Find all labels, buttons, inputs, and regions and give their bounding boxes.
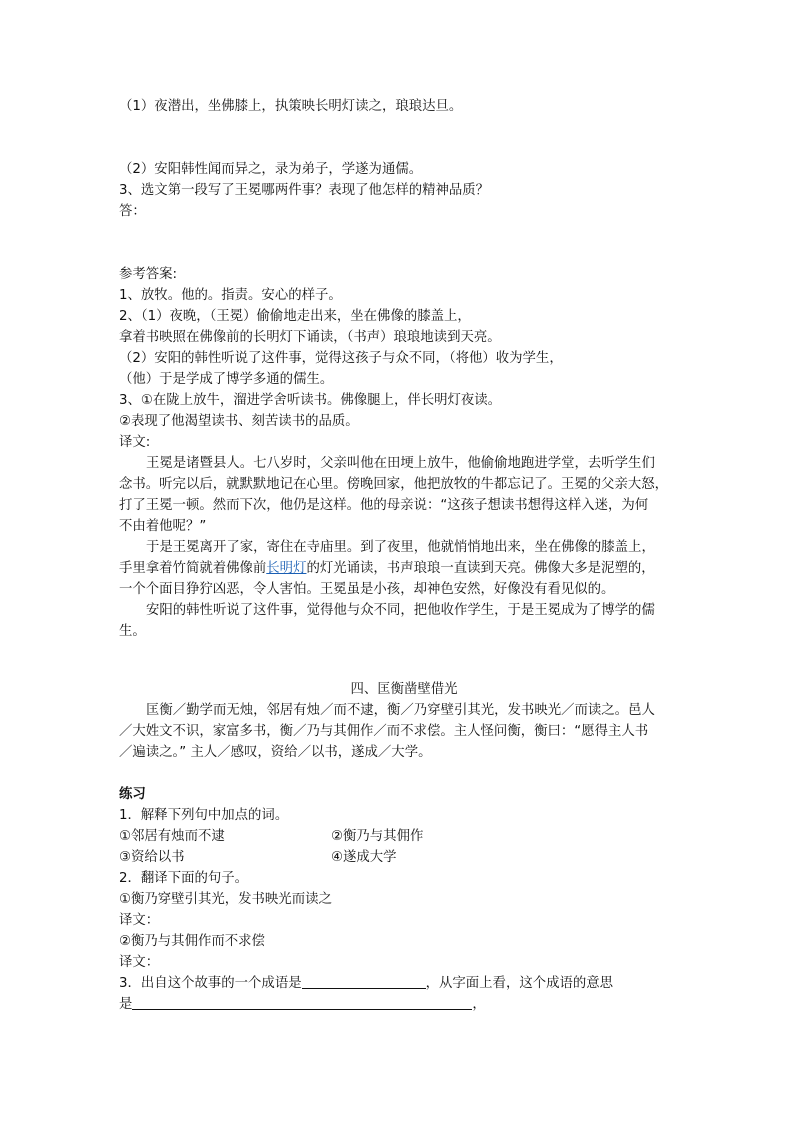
translation-paragraph-3-line-1: 安阳的韩性听说了这件事，觉得他与众不同，把他收作学生，于是王冕成为了博学的儒 [146, 603, 655, 618]
translation-paragraph-1-line-3: 打了王冕一顿。然而下次，他仍是这样。他的母亲说：“这孩子想读书想得这样入迷，为何 [119, 498, 649, 513]
translation-paragraph-2-line-3: 一个个面目狰狞凶恶，令人害怕。王冕虽是小孩，却神色安然，好像没有看见似的。 [119, 582, 615, 597]
exercise-question-2: 2．翻译下面的句子。 [119, 871, 249, 886]
section-4-text-line-1: 匡衡／勤学而无烛，邻居有烛／而不逮，衡／乃穿壁引其光，发书映光／而读之。邑人 [146, 703, 655, 718]
exercise-item: ②衡乃与其佣作 [331, 829, 424, 844]
translation-paragraph-1-line-1: 王冕是诸暨县人。七八岁时，父亲叫他在田埂上放牛，他偷偷地跑进学堂，去听学生们 [146, 456, 655, 471]
translation-paragraph-3-line-2: 生。 [119, 624, 146, 639]
translation-label: 译文： [119, 913, 160, 928]
answer-2-line-2: 拿着书映照在佛像前的长明灯下诵读，（书声）琅琅地读到天亮。 [119, 330, 501, 345]
exercise-item: ④遂成大学 [331, 850, 397, 865]
answer-3-line-1: 3、①在陇上放牛，溜进学舍听读书。佛像腿上，伴长明灯夜读。 [119, 393, 502, 408]
question-text: ， [472, 997, 486, 1012]
idiom-blank[interactable] [302, 974, 426, 989]
exercise-sentence-2: ②衡乃与其佣作而不求偿 [119, 934, 265, 949]
translation-paragraph-1-line-2: 念书。听完以后，就默默地记在心里。傍晚回家，他把放牧的牛都忘记了。王冕的父亲大怒， [119, 477, 669, 492]
meaning-blank[interactable] [132, 995, 472, 1010]
question-3: 3、选文第一段写了王冕哪两件事？表现了他怎样的精神品质？ [119, 183, 490, 198]
section-4-text-line-2: ／大姓文不识，家富多书，衡／乃与其佣作／而不求偿。主人怪问衡，衡曰：“愿得主人书 [119, 724, 649, 739]
question-text: 是 [119, 997, 133, 1012]
translation-paragraph-2-line-1: 于是王冕离开了家，寄住在寺庙里。到了夜里，他就悄悄地出来，坐在佛像的膝盖上， [146, 540, 655, 555]
section-4-title: 四、匡衡凿壁借光 [350, 682, 458, 697]
changming-lamp-link[interactable]: 长明灯 [266, 561, 307, 576]
translation-paragraph-2-line-2 [119, 559, 655, 579]
exercise-question-1: 1．解释下列句中加点的词。 [119, 808, 289, 823]
section-4-text-line-3: ／遍读之。” 主人／感叹，资给／以书，遂成／大学。 [119, 745, 432, 760]
exercise-sentence-1: ①衡乃穿壁引其光，发书映光而读之 [119, 892, 332, 907]
translation-label: 译文: [119, 435, 151, 450]
question-text: 3．出自这个故事的一个成语是 [119, 976, 302, 991]
answer-1: 1、放牧。他的。指责。安心的样子。 [119, 288, 342, 303]
translation-text: 手里拿着竹简就着佛像前 [119, 561, 267, 576]
exercise-item: ③资给以书 [119, 850, 185, 865]
exercise-question-3-line-1 [119, 974, 613, 994]
question-2-sentence-2: （2）安阳韩性闻而异之，录为弟子，学遂为通儒。 [119, 162, 423, 177]
question-text: ，从字面上看，这个成语的意思 [425, 976, 614, 991]
answer-3-line-2: ②表现了他渴望读书、刻苦读书的品质。 [119, 414, 359, 429]
answer-2-line-3: （2）安阳的韩性听说了这件事，觉得这孩子与众不同，（将他）收为学生， [119, 351, 563, 366]
reference-answers-heading: 参考答案: [119, 267, 178, 282]
exercise-item: ①邻居有烛而不逮 [119, 829, 225, 844]
translation-label: 译文： [119, 955, 160, 970]
answer-label: 答： [119, 204, 146, 219]
answer-2-line-4: （他）于是学成了博学多通的儒生。 [119, 372, 334, 387]
exercise-heading: 练习 [119, 787, 146, 802]
translation-text: 的灯光诵读，书声琅琅一直读到天亮。佛像大多是泥塑的， [306, 561, 655, 576]
translation-paragraph-1-line-4: 不由着他呢？” [119, 519, 207, 534]
answer-2-line-1: 2、（1）夜晚，（王冕）偷偷地走出来，坐在佛像的膝盖上， [119, 309, 471, 324]
question-2-sentence-1: （1）夜潜出，坐佛膝上，执策映长明灯读之，琅琅达旦。 [119, 99, 463, 114]
exercise-question-3-line-2 [119, 995, 486, 1015]
